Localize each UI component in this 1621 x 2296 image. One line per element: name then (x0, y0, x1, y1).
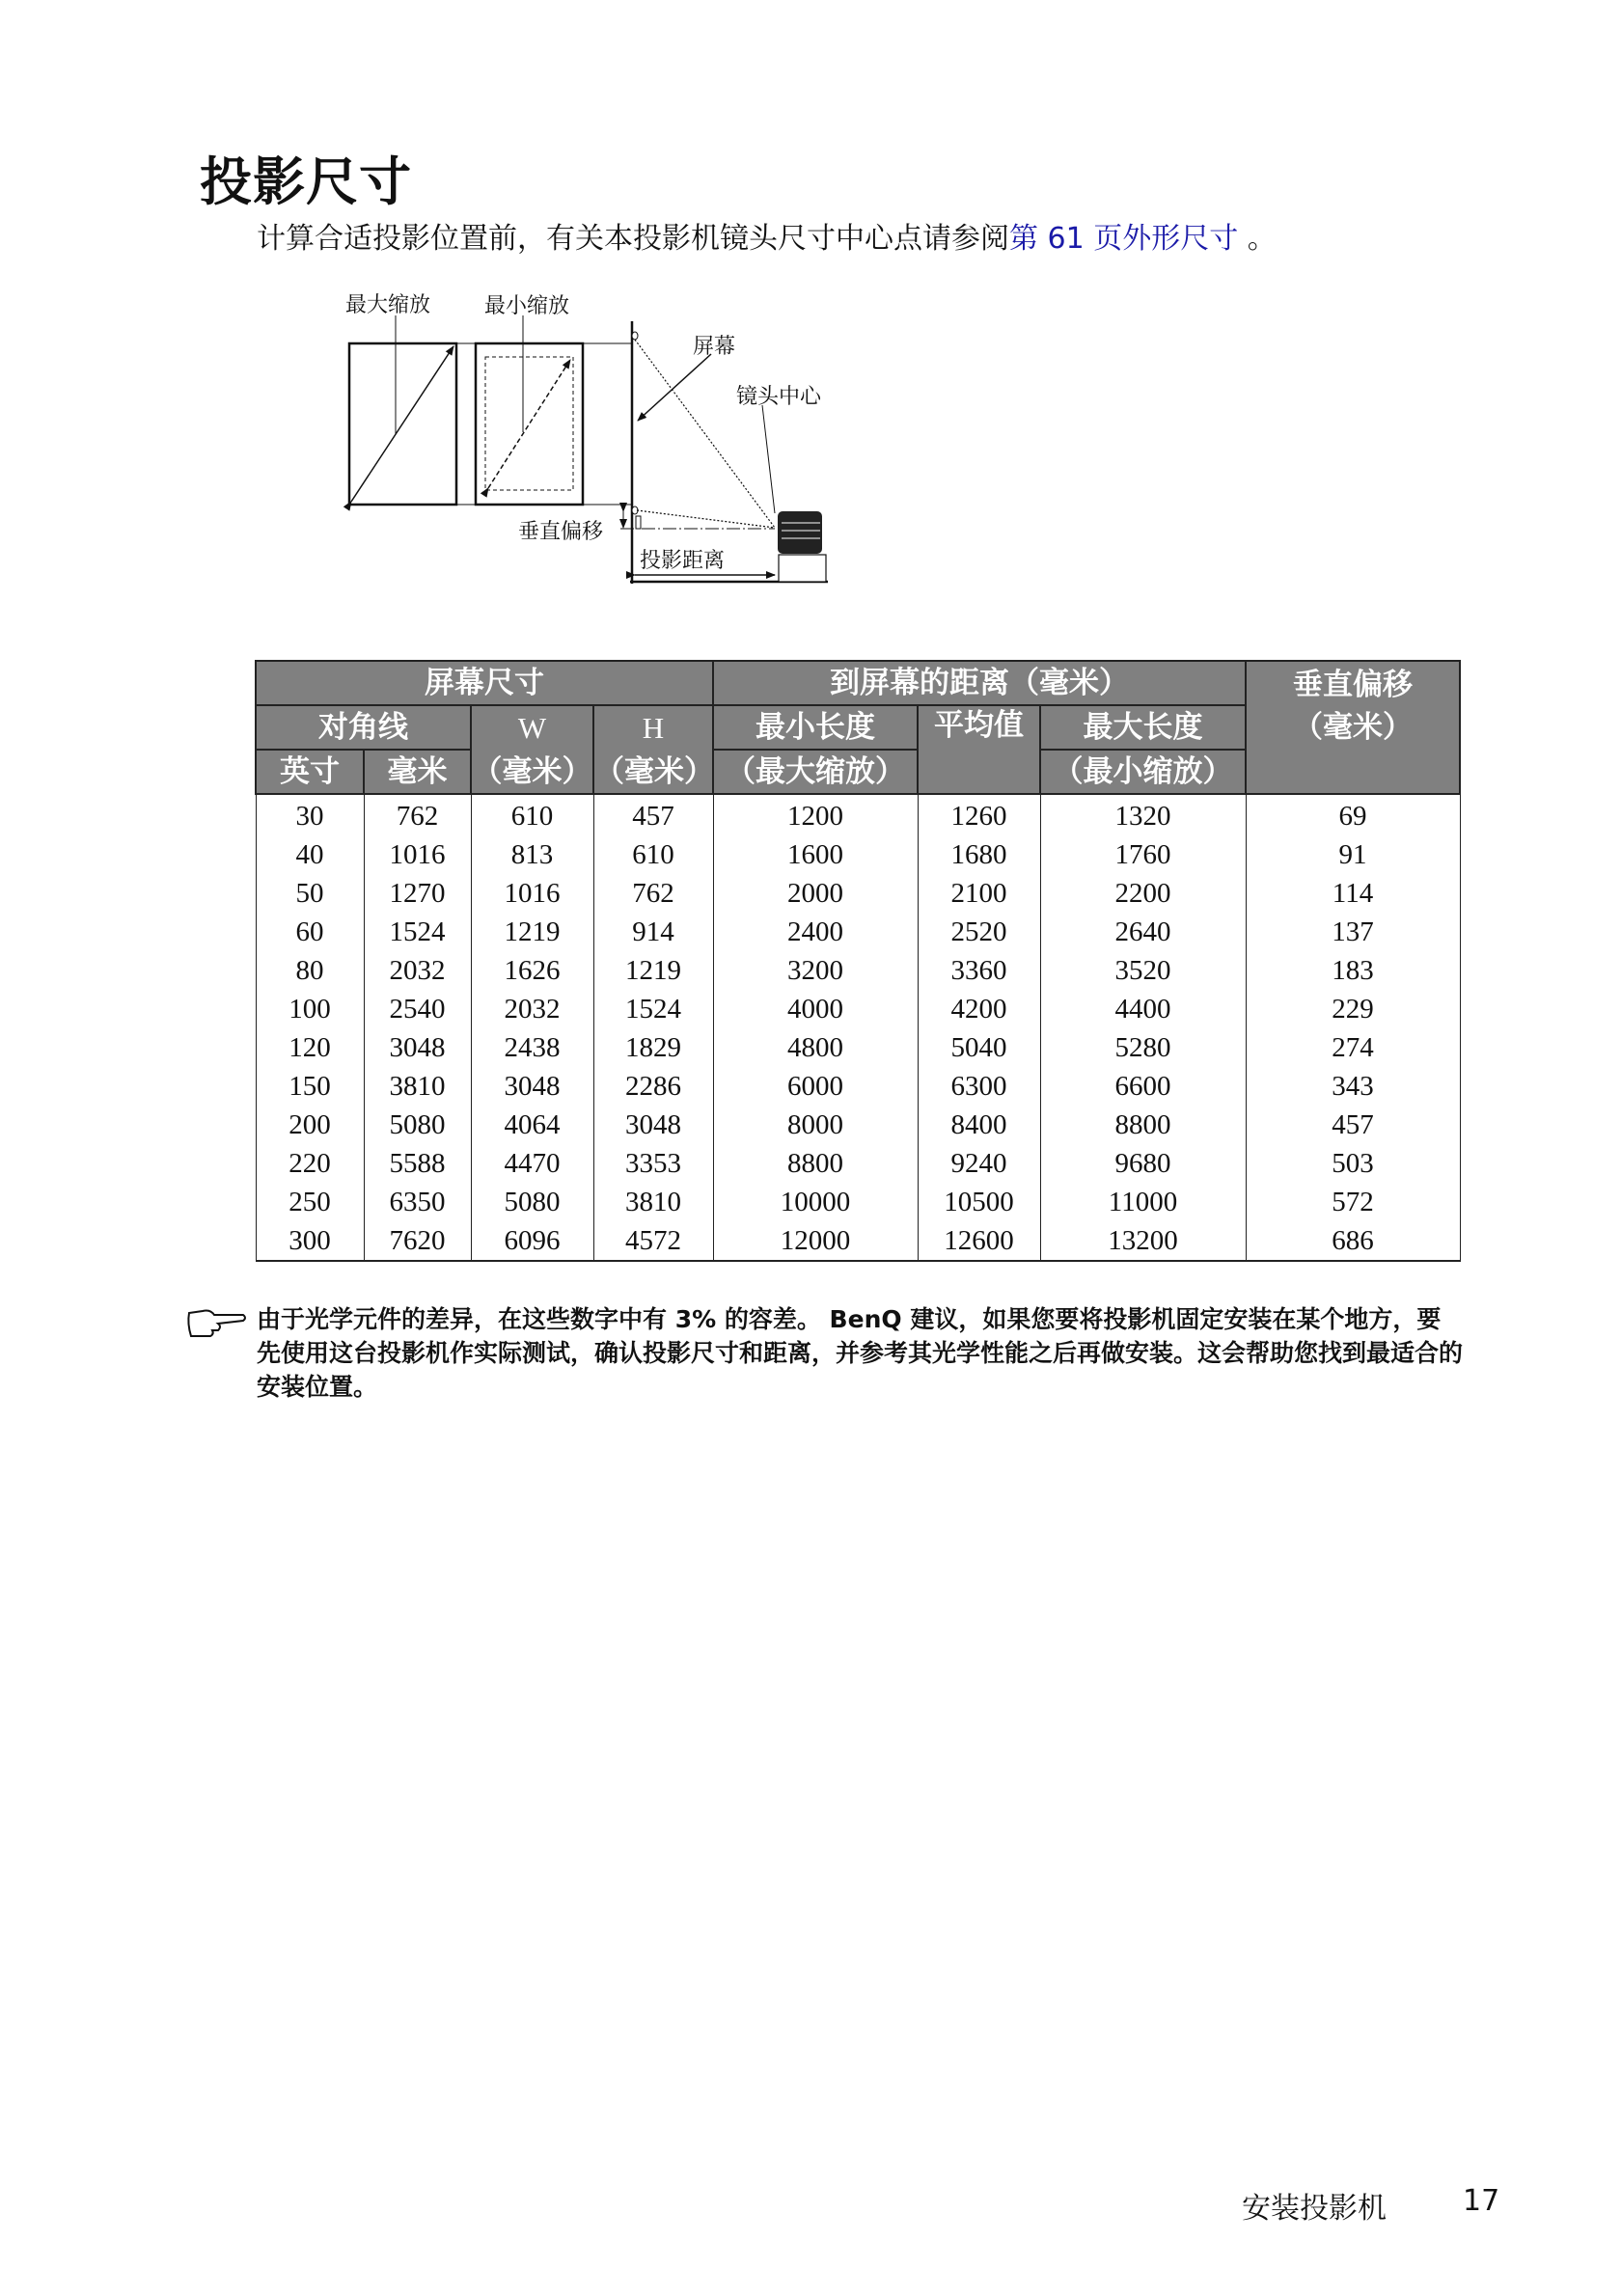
header-distance: 到屏幕的距离（毫米） (713, 661, 1246, 705)
header-average: 平均值 (918, 705, 1040, 794)
header-w-unit: （毫米） (471, 750, 593, 794)
label-projection-distance: 投影距离 (640, 549, 726, 573)
table-cell: 1524 (364, 913, 471, 951)
table-cell: 7620 (364, 1221, 471, 1261)
table-cell: 2640 (1040, 913, 1246, 951)
table-cell: 4470 (471, 1144, 593, 1183)
header-offset (1246, 661, 1460, 794)
table-cell: 5080 (364, 1106, 471, 1144)
header-max-length: 最大长度 (1040, 705, 1246, 750)
table-cell: 4400 (1040, 990, 1246, 1028)
table-cell: 3048 (471, 1067, 593, 1106)
table-cell: 4572 (593, 1221, 713, 1261)
table-row (256, 835, 1460, 874)
table-cell: 8400 (918, 1106, 1040, 1144)
label-max-zoom: 最大缩放 (345, 293, 431, 317)
table-cell: 137 (1246, 913, 1460, 951)
table-cell: 1016 (364, 835, 471, 874)
label-screen: 屏幕 (693, 335, 736, 359)
table-cell: 2540 (364, 990, 471, 1028)
table-cell: 3048 (593, 1106, 713, 1144)
table-cell: 3810 (593, 1183, 713, 1221)
table-cell: 457 (593, 794, 713, 835)
table-cell: 183 (1246, 951, 1460, 990)
header-mm: 毫米 (364, 750, 471, 794)
table-row (256, 1144, 1460, 1183)
table-cell: 4800 (713, 1028, 918, 1067)
table-cell: 6300 (918, 1067, 1040, 1106)
table-cell: 114 (1246, 874, 1460, 913)
table-cell: 5080 (471, 1183, 593, 1221)
table-row (256, 951, 1460, 990)
table-cell: 10500 (918, 1183, 1040, 1221)
header-offset-label: 垂直偏移 (1293, 668, 1413, 702)
table-cell: 69 (1246, 794, 1460, 835)
projection-size-table (255, 660, 1461, 1262)
pointing-hand-icon (185, 1307, 249, 1340)
header-screen-size: 屏幕尺寸 (256, 661, 713, 705)
table-cell: 40 (256, 835, 364, 874)
table-cell: 762 (593, 874, 713, 913)
table-cell: 50 (256, 874, 364, 913)
table-cell: 30 (256, 794, 364, 835)
label-vertical-offset: 垂直偏移 (518, 520, 604, 544)
table-cell: 3200 (713, 951, 918, 990)
table-cell: 8000 (713, 1106, 918, 1144)
table-cell: 6000 (713, 1067, 918, 1106)
table-cell: 220 (256, 1144, 364, 1183)
header-w: W (471, 705, 593, 750)
label-min-zoom: 最小缩放 (484, 294, 570, 318)
table-cell: 2100 (918, 874, 1040, 913)
tolerance-note: 由于光学元件的差异，在这些数字中有 3% 的容差。 BenQ 建议，如果您要将投影机固定安装在某个地方，要先使用这台投影机作实际测试，确认投影尺寸和距离，并参考其光学性能之后再做安装。这会帮助您找到最适合的安装位置。 (257, 1305, 1464, 1401)
footer-section: 安装投影机 (1242, 2192, 1387, 2226)
table-cell: 91 (1246, 835, 1460, 874)
table-cell: 610 (471, 794, 593, 835)
table-row (256, 874, 1460, 913)
table-row (256, 990, 1460, 1028)
table-cell: 5588 (364, 1144, 471, 1183)
table-cell: 4000 (713, 990, 918, 1028)
table-cell: 1219 (593, 951, 713, 990)
table-cell: 120 (256, 1028, 364, 1067)
header-min-zoom: （最小缩放） (1040, 750, 1246, 794)
table-cell: 9240 (918, 1144, 1040, 1183)
table-cell: 1016 (471, 874, 593, 913)
table-cell: 9680 (1040, 1144, 1246, 1183)
table-cell: 6600 (1040, 1067, 1246, 1106)
table-cell: 610 (593, 835, 713, 874)
page-number: 17 (1463, 2184, 1500, 2218)
table-cell: 2520 (918, 913, 1040, 951)
min-zoom-rect (476, 343, 583, 505)
table-cell: 4200 (918, 990, 1040, 1028)
table-cell: 2438 (471, 1028, 593, 1067)
projector-icon (778, 511, 826, 582)
table-cell: 457 (1246, 1106, 1460, 1144)
table-cell: 2200 (1040, 874, 1246, 913)
header-offset-unit: （毫米） (1293, 710, 1413, 745)
table-cell: 200 (256, 1106, 364, 1144)
table-cell: 60 (256, 913, 364, 951)
table-cell: 100 (256, 990, 364, 1028)
table-cell: 3360 (918, 951, 1040, 990)
table-row (256, 1028, 1460, 1067)
table-cell: 80 (256, 951, 364, 990)
table-cell: 13200 (1040, 1221, 1246, 1261)
intro-end: 。 (1238, 222, 1277, 256)
table-cell: 1626 (471, 951, 593, 990)
table-cell: 8800 (713, 1144, 918, 1183)
table-cell: 274 (1246, 1028, 1460, 1067)
dimensions-link[interactable]: 第 61 页外形尺寸 (1009, 222, 1239, 256)
table-cell: 12600 (918, 1221, 1040, 1261)
intro-paragraph (257, 214, 1277, 257)
header-min-length: 最小长度 (713, 705, 918, 750)
table-cell: 3048 (364, 1028, 471, 1067)
projection-figure (338, 270, 1351, 598)
table-cell: 2000 (713, 874, 918, 913)
table-cell: 1760 (1040, 835, 1246, 874)
table-cell: 12000 (713, 1221, 918, 1261)
table-cell: 686 (1246, 1221, 1460, 1261)
table-cell: 1524 (593, 990, 713, 1028)
table-row (256, 913, 1460, 951)
table-cell: 813 (471, 835, 593, 874)
table-cell: 2032 (364, 951, 471, 990)
table-cell: 3520 (1040, 951, 1246, 990)
table-cell: 1270 (364, 874, 471, 913)
header-diagonal: 对角线 (256, 705, 471, 750)
table-row (256, 1221, 1460, 1261)
table-cell: 6350 (364, 1183, 471, 1221)
table-cell: 1600 (713, 835, 918, 874)
table-cell: 343 (1246, 1067, 1460, 1106)
table-cell: 2032 (471, 990, 593, 1028)
table-cell: 572 (1246, 1183, 1460, 1221)
label-lens-center: 镜头中心 (736, 385, 822, 409)
table-cell: 914 (593, 913, 713, 951)
table-cell: 5280 (1040, 1028, 1246, 1067)
table-row (256, 1183, 1460, 1221)
table-cell: 11000 (1040, 1183, 1246, 1221)
table-cell: 3810 (364, 1067, 471, 1106)
table-cell: 762 (364, 794, 471, 835)
table-cell: 6096 (471, 1221, 593, 1261)
table-cell: 150 (256, 1067, 364, 1106)
table-cell: 229 (1246, 990, 1460, 1028)
table-cell: 2400 (713, 913, 918, 951)
table-cell: 1320 (1040, 794, 1246, 835)
max-zoom-diagonal (351, 346, 453, 502)
table-cell: 4064 (471, 1106, 593, 1144)
header-h-unit: （毫米） (593, 750, 713, 794)
table-cell: 2286 (593, 1067, 713, 1106)
table-cell: 8800 (1040, 1106, 1246, 1144)
table-cell: 503 (1246, 1144, 1460, 1183)
table-cell: 10000 (713, 1183, 918, 1221)
header-max-zoom: （最大缩放） (713, 750, 918, 794)
table-cell: 5040 (918, 1028, 1040, 1067)
table-cell: 1200 (713, 794, 918, 835)
table-cell: 250 (256, 1183, 364, 1221)
table-cell: 300 (256, 1221, 364, 1261)
table-cell: 1260 (918, 794, 1040, 835)
header-inch: 英寸 (256, 750, 364, 794)
table-cell: 3353 (593, 1144, 713, 1183)
table-row (256, 1106, 1460, 1144)
table-cell: 1680 (918, 835, 1040, 874)
table-cell: 1219 (471, 913, 593, 951)
intro-text: 计算合适投影位置前，有关本投影机镜头尺寸中心点请参阅 (257, 222, 1009, 256)
header-h: H (593, 705, 713, 750)
table-cell: 1829 (593, 1028, 713, 1067)
table-row (256, 794, 1460, 835)
page-title: 投影尺寸 (200, 151, 412, 212)
table-row (256, 1067, 1460, 1106)
